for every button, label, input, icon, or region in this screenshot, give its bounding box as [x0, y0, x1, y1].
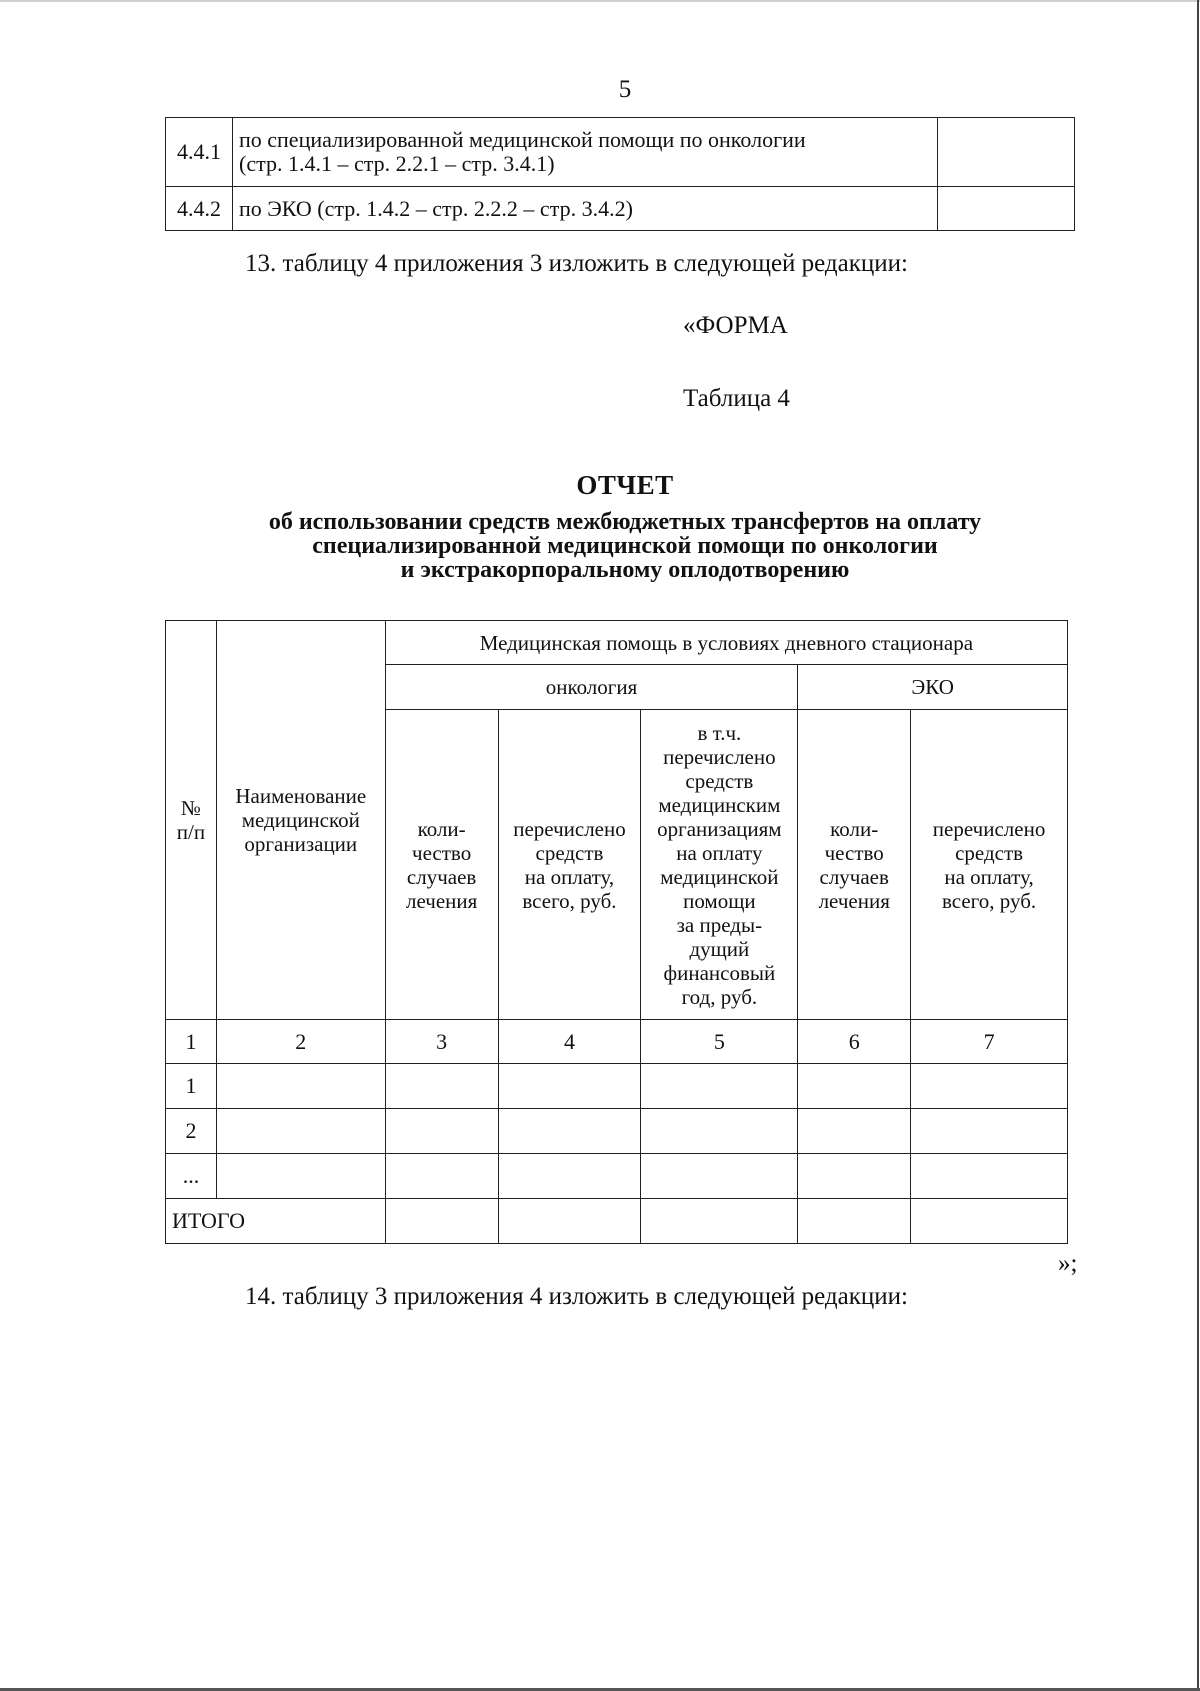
table-cell	[798, 1199, 911, 1244]
table-cell	[798, 1064, 911, 1109]
header-line: финансовый	[663, 960, 776, 985]
report-subtitle-line: об использовании средств межбюджетных трансфертов на оплату	[268, 509, 982, 535]
header-line: за преды-	[676, 912, 763, 937]
table-cell	[641, 1199, 798, 1244]
header-line: средств	[685, 768, 754, 793]
paragraph-14: 14. таблицу 3 приложения 4 изложить в следующей редакции:	[245, 1283, 908, 1310]
table-cell	[911, 1064, 1068, 1109]
column-number: 2	[216, 1020, 385, 1064]
header-day-hospital: Медицинская помощь в условиях дневного стационара	[385, 621, 1067, 665]
column-number: 7	[911, 1020, 1068, 1064]
header-oncology: онкология	[385, 665, 798, 710]
scan-edge-top	[0, 0, 1200, 2]
form-label: «ФОРМА	[683, 312, 788, 339]
header-eco: ЭКО	[798, 665, 1068, 710]
column-number: 6	[798, 1020, 911, 1064]
report-subtitle	[0, 510, 1200, 582]
table-cell	[641, 1064, 798, 1109]
header-col3	[385, 710, 498, 1020]
header-line: медицинской	[241, 808, 360, 832]
header-number	[166, 621, 217, 1020]
header-line: чество	[824, 840, 884, 865]
header-line: на оплату	[676, 840, 763, 865]
header-line: случаев	[406, 864, 477, 889]
table-cell	[498, 1109, 641, 1154]
header-line: №	[180, 796, 201, 820]
column-number: 5	[641, 1020, 798, 1064]
row-number: ...	[166, 1154, 217, 1199]
header-line: организациям	[657, 816, 782, 841]
report-table	[165, 620, 1068, 1244]
header-col4	[498, 710, 641, 1020]
table-row	[166, 1064, 1068, 1109]
header-col7	[911, 710, 1068, 1020]
header-line: лечения	[405, 888, 478, 913]
table-cell	[911, 1109, 1068, 1154]
column-number: 4	[498, 1020, 641, 1064]
column-number: 3	[385, 1020, 498, 1064]
row-value	[938, 118, 1075, 187]
row-description-line: по специализированной медицинской помощи по онкологии	[239, 127, 806, 152]
top-table	[165, 117, 1075, 231]
row-value	[938, 187, 1075, 231]
header-line: лечения	[818, 888, 890, 913]
header-line: перечислено	[663, 744, 776, 769]
closing-quote: »;	[1058, 1250, 1078, 1277]
scan-edge-right	[1197, 0, 1199, 1691]
header-line: всего, руб.	[522, 888, 617, 913]
row-number: 2	[166, 1109, 217, 1154]
table-cell	[641, 1154, 798, 1199]
table-row	[166, 1154, 1068, 1199]
table-cell	[385, 1064, 498, 1109]
table-row	[166, 118, 1075, 187]
table-cell	[216, 1154, 385, 1199]
header-col5	[641, 710, 798, 1020]
header-organization	[216, 621, 385, 1020]
header-line: средств	[955, 840, 1024, 865]
table-cell	[216, 1109, 385, 1154]
header-line: медицинским	[658, 792, 781, 817]
header-line: помощи	[683, 888, 756, 913]
table-cell	[385, 1199, 498, 1244]
header-line: перечислено	[513, 816, 626, 841]
row-number: 4.4.2	[166, 187, 233, 231]
row-number: 1	[166, 1064, 217, 1109]
header-col6	[798, 710, 911, 1020]
table-cell	[798, 1154, 911, 1199]
row-description	[233, 118, 938, 187]
total-row	[166, 1199, 1068, 1244]
table-row	[166, 1109, 1068, 1154]
header-line: медицинской	[660, 864, 779, 889]
page-number: 5	[618, 76, 632, 103]
row-description-line: (стр. 1.4.1 – стр. 2.2.1 – стр. 3.4.1)	[239, 151, 555, 176]
header-row	[166, 621, 1068, 665]
header-line: организации	[244, 832, 358, 856]
table-cell	[911, 1199, 1068, 1244]
header-line: средств	[535, 840, 604, 865]
paragraph-13: 13. таблицу 4 приложения 3 изложить в следующей редакции:	[245, 250, 908, 277]
header-line: коли-	[830, 816, 879, 841]
table-cell	[641, 1109, 798, 1154]
table-cell	[911, 1154, 1068, 1199]
report-title: ОТЧЕТ	[576, 470, 674, 500]
total-label: ИТОГО	[166, 1199, 386, 1244]
header-line: чество	[412, 840, 472, 865]
header-line: случаев	[819, 864, 889, 889]
header-line: Наименование	[235, 784, 367, 808]
table-cell	[498, 1199, 641, 1244]
report-subtitle-line: и экстракорпоральному оплодотворению	[400, 557, 850, 583]
header-line: п/п	[176, 820, 206, 844]
header-line: перечислено	[932, 816, 1046, 841]
header-line: коли-	[417, 816, 466, 841]
row-description: по ЭКО (стр. 1.4.2 – стр. 2.2.2 – стр. 3.4.2)	[233, 187, 938, 231]
table-cell	[498, 1064, 641, 1109]
table-number-label: Таблица 4	[683, 385, 790, 412]
table-cell	[798, 1109, 911, 1154]
header-line: дущий	[689, 936, 750, 961]
row-number: 4.4.1	[166, 118, 233, 187]
header-line: всего, руб.	[941, 888, 1037, 913]
header-line: в т.ч.	[697, 720, 742, 745]
table-row	[166, 187, 1075, 231]
table-cell	[385, 1154, 498, 1199]
header-line: год, руб.	[681, 984, 758, 1009]
column-number: 1	[166, 1020, 217, 1064]
table-cell	[216, 1064, 385, 1109]
header-line: на оплату,	[524, 864, 615, 889]
column-numbers-row	[166, 1020, 1068, 1064]
table-cell	[385, 1109, 498, 1154]
table-cell	[498, 1154, 641, 1199]
report-subtitle-line: специализированной медицинской помощи по онкологии	[312, 533, 938, 559]
header-line: на оплату,	[944, 864, 1034, 889]
